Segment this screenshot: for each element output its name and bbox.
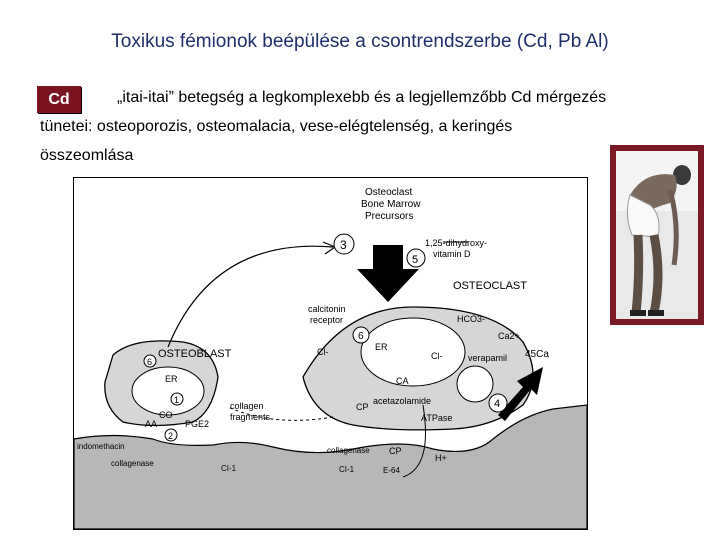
- collagenase-label-oc: collagenase: [327, 446, 370, 455]
- body-text-line-1: „itai-itai” betegség a legkomplexebb és a legjellemzőbb Cd mérgezés: [117, 89, 607, 106]
- ca45-label: 45Ca: [525, 349, 549, 360]
- precursors-line-2: Bone Marrow: [361, 199, 421, 210]
- cl-label: Cl-: [317, 347, 329, 357]
- verapamil-label: verapamil: [468, 353, 508, 363]
- hco3-label: HCO3-: [457, 314, 486, 324]
- osteoblast-label: OSTEOBLAST: [158, 348, 232, 360]
- cp-label-oc: CP: [356, 402, 369, 412]
- e64-label: E-64: [383, 466, 400, 475]
- ca2-label: Ca2+: [498, 331, 520, 341]
- body-text-line-2: tünetei: osteoporozis, osteomalacia, vese-elégtelenség, a keringés: [40, 118, 513, 135]
- cd-badge: Cd: [37, 86, 81, 113]
- cl1-label-ob: CI-1: [221, 464, 237, 473]
- cl-label-2: Cl-: [431, 351, 443, 361]
- collagen-fragments-line-1: collagen: [230, 401, 264, 411]
- calcitonin-line-1: calcitonin: [308, 304, 346, 314]
- collagenase-label-ob: collagenase: [111, 459, 154, 468]
- er-label-oc: ER: [375, 342, 388, 352]
- bone-cell-diagram: [73, 177, 588, 530]
- num-2: 2: [168, 431, 174, 441]
- precursors-line-1: Osteoclast: [365, 187, 413, 198]
- co-label: CO: [159, 410, 173, 420]
- aa-label: AA: [145, 419, 158, 429]
- slide-title: Toxikus fémionok beépülése a csontrendszerbe (Cd, Pb Al): [111, 31, 609, 52]
- calcitonin-line-2: receptor: [310, 315, 344, 325]
- num-3: 3: [340, 238, 347, 252]
- num-5: 5: [412, 254, 419, 266]
- er-label-ob: ER: [165, 374, 178, 384]
- num-1: 1: [174, 395, 180, 405]
- num-6-b: 6: [147, 357, 153, 367]
- cl1-label-oc: CI-1: [339, 465, 355, 474]
- hplus-label: H+: [435, 453, 447, 463]
- patient-photo: [610, 145, 704, 325]
- num-6-a: 6: [358, 331, 364, 342]
- atpase-label: ATPase: [421, 413, 453, 423]
- vitd-line-1: 1,25-dihydroxy-: [425, 238, 488, 248]
- cp-label-bottom: CP: [389, 446, 402, 456]
- body-text-line-3: összeomlása: [40, 147, 134, 164]
- pge2-label: PGE2: [185, 419, 210, 429]
- precursors-line-3: Precursors: [365, 211, 414, 222]
- acetazolamide-label: acetazolamide: [373, 396, 432, 406]
- num-4: 4: [494, 398, 501, 410]
- collagen-fragments-line-2: fragments: [230, 412, 271, 422]
- indomethacin-label: indomethacin: [77, 442, 125, 451]
- osteoclast-label: OSTEOCLAST: [453, 280, 527, 292]
- vitd-line-2: vitamin D: [433, 249, 471, 259]
- ca-label: CA: [396, 376, 409, 386]
